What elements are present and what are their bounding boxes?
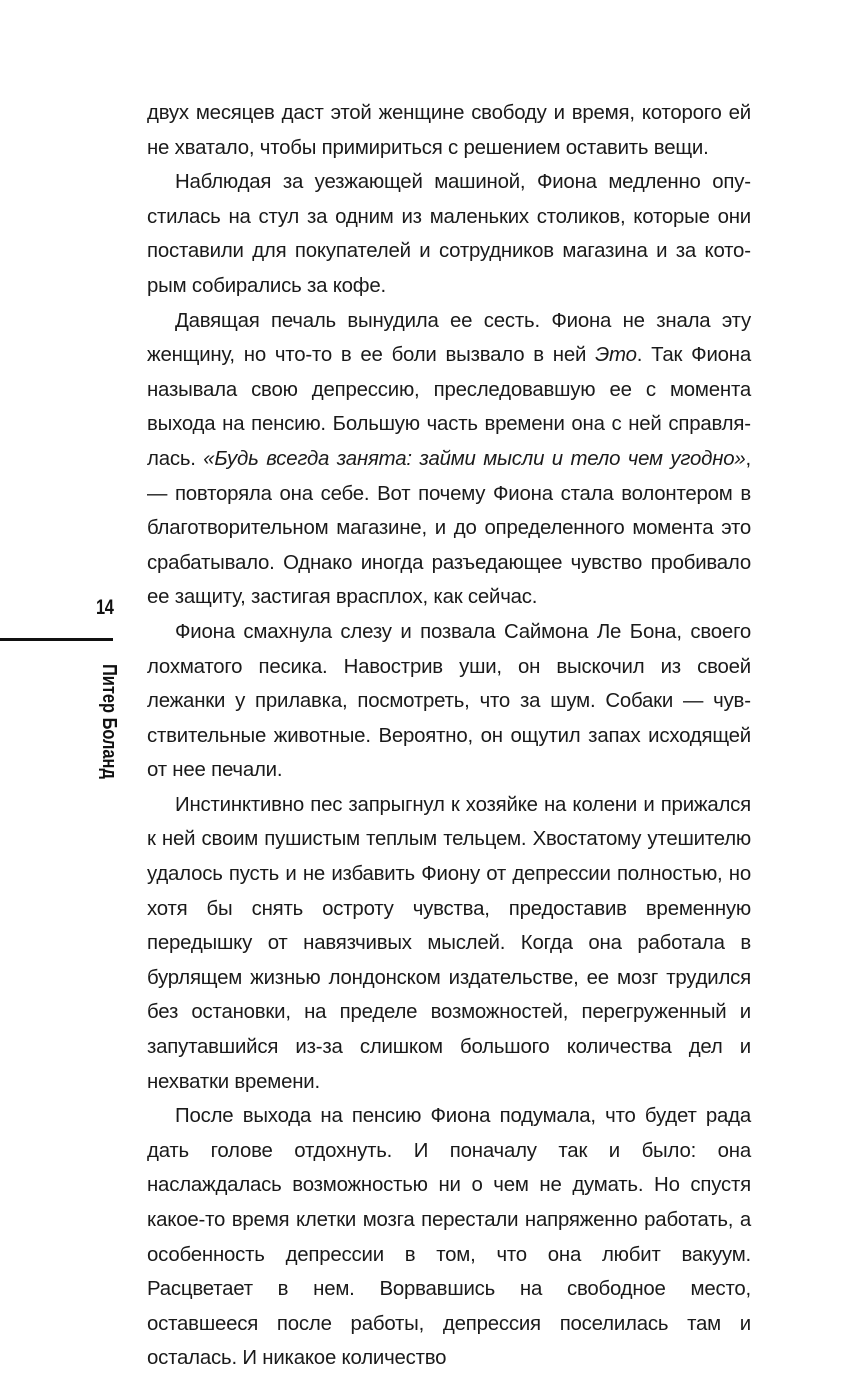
paragraph-3-part-b: . Так Фиона называла свою депрессию, преследовавшую ее с момента выхода на пенсию. Большую часть времени она с ней справлялась.: [147, 344, 751, 470]
paragraph-3-part-a: Давящая печаль вынудила ее сесть. Фиона не знала эту женщину, но что-то в ее боли вызвало в ней: [147, 309, 751, 367]
running-author: Питер Боланд: [98, 664, 120, 779]
paragraph-4: Фиона смахнула слезу и позвала Саймона Ле Бона, своего лохматого песика. Навострив уши, он выскочил из своей лежанки у прилавка, посмотреть, что за шум. Собаки — чувствительные животные. Вероятно, он ощутил запах исходящей от нее печали.: [147, 620, 751, 782]
page-number: 14: [96, 596, 114, 619]
body-text: [147, 96, 751, 1376]
paragraph-3-part-c: , — повторяла она себе. Вот почему Фиона стала волонтером в благотворительном магазине, и до определенного момента это срабатывало. Однако иногда разъедающее чувство пробивало ее защиту, застигая врасплох, как сейчас.: [147, 447, 751, 609]
paragraph-1: двух месяцев даст этой женщине свободу и время, которого ей не хватало, чтобы примириться с решением оставить вещи.: [147, 102, 751, 159]
italic-quote: «Будь всегда занята: займи мысли и тело чем угодно»: [203, 447, 746, 470]
paragraph-6: После выхода на пенсию Фиона подумала, что будет рада дать голове отдохнуть. И поначалу так и было: она наслаждалась возможностью ни о чем не думать. Но спустя какое-то время клетки мозга перестали напряженно работать, а особенность депрессии в том, что она любит вакуум. Расцветает в нем. Ворвавшись на свободное место, оставшееся после работы, депрессия поселилась там и осталась. И никакое количество: [147, 1105, 751, 1370]
paragraph-5: Инстинктивно пес запрыгнул к хозяйке на колени и прижался к ней своим пушистым теплым тельцем. Хвостатому утешителю удалось пусть и не избавить Фиону от депрессии полностью, но хотя бы снять остроту чувства, предоставив временную передышку от навязчивых мыслей. Когда она работала в бурлящем жизнью лондонском издательстве, ее мозг трудился без остановки, на пределе возможностей, перегруженный и запутавшийся из-за слишком большого количества дел и нехватки времени.: [147, 793, 751, 1093]
paragraph-3: [147, 304, 751, 615]
paragraph-2: Наблюдая за уезжающей машиной, Фиона медленно опустилась на стул за одним из маленьких столиков, которые они поставили для покупателей и сотрудников магазина и за которым собирались за кофе.: [147, 171, 751, 297]
italic-eto: Это: [595, 344, 637, 367]
